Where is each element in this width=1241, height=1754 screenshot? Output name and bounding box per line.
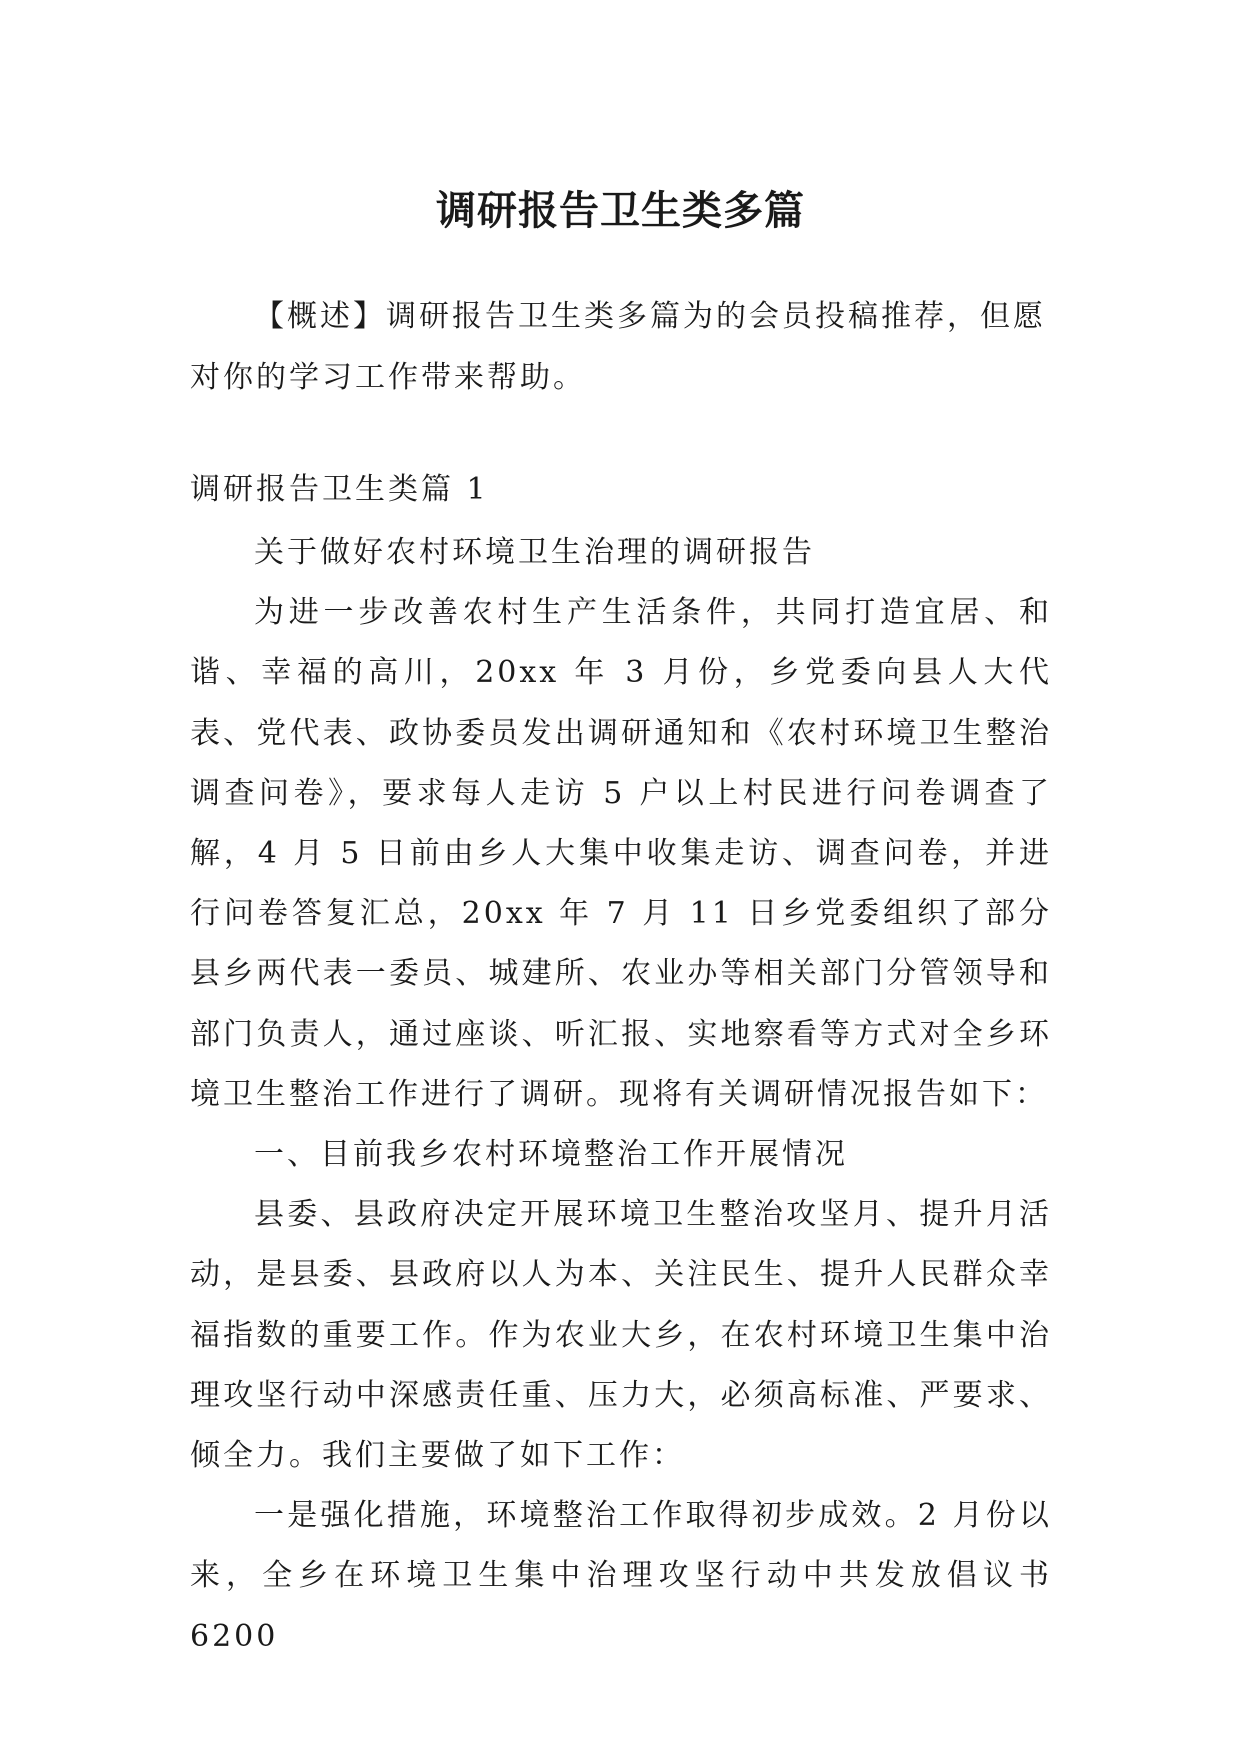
report-subtitle: 关于做好农村环境卫生治理的调研报告 xyxy=(254,535,815,570)
body-paragraph: 县委、县政府决定开展环境卫生整治攻坚月、提升月活动，是县委、县政府以人为本、关注民生、提升人民群众幸福指数的重要工作。作为农业大乡，在农村环境卫生集中治理攻坚行动中深感责任重、压力大，必须高标准、严要求、倾全力。我们主要做了如下工作： xyxy=(190,1197,1052,1474)
body-paragraph: 一是强化措施，环境整治工作取得初步成效。2 月份以来，全乡在环境卫生集中治理攻坚行动中共发放倡议书 6200 xyxy=(190,1498,1052,1654)
document-title: 调研报告卫生类多篇 xyxy=(436,187,805,234)
body-paragraph: 为进一步改善农村生产生活条件，共同打造宜居、和谐、幸福的高川，20xx 年 3 月份，乡党委向县人大代表、党代表、政协委员发出调研通知和《农村环境卫生整治调查问卷》，要求每人走访 5 户以上村民进行问卷调查了解，4 月 5 日前由乡人大集中收集走访、调查问卷，并进行问卷答复汇总，20xx 年 7 月 11 日乡党委组织了部分县乡两代表一委员、城建所、农业办等相关部门分管领导和部门负责人，通过座谈、听汇报、实地察看等方式对全乡环境卫生整治工作进行了调研。现将有关调研情况报告如下： xyxy=(190,595,1052,1112)
section-heading: 调研报告卫生类篇 1 xyxy=(190,472,489,507)
summary-paragraph: 【概述】调研报告卫生类多篇为的会员投稿推荐，但愿对你的学习工作带来帮助。 xyxy=(190,299,1046,395)
body-text xyxy=(190,523,1052,1667)
subheading-paragraph: 一、目前我乡农村环境整治工作开展情况 xyxy=(254,1137,848,1173)
